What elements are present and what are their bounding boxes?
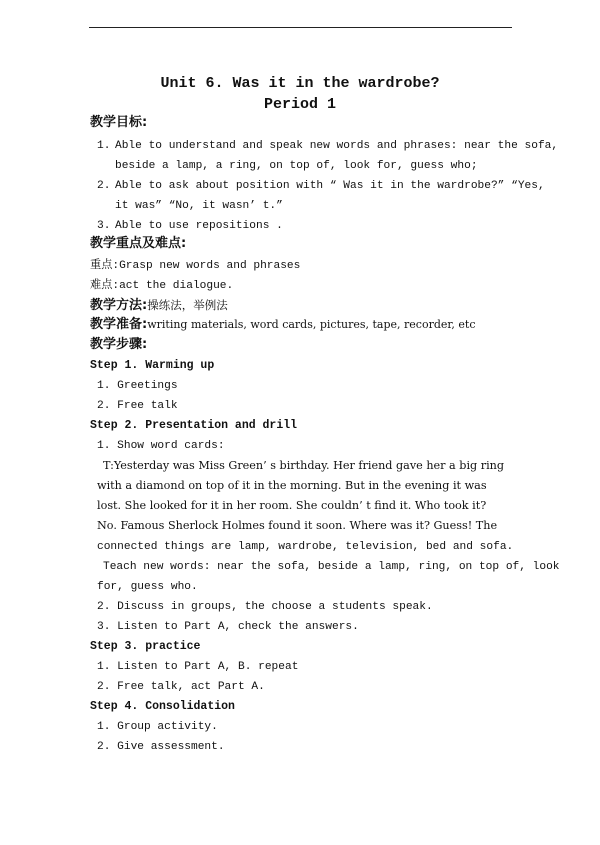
step-3-item-2: 2. Free talk, act Part A. [97, 681, 265, 693]
procedure-heading: 教学步骤: [90, 337, 148, 352]
story-line-5: connected things are lamp, wardrobe, television, bed and sofa. [97, 541, 514, 553]
objective-1-line-2: beside a lamp, a ring, on top of, look for, guess who; [115, 160, 478, 172]
objective-2-line-1: Able to ask about position with “ Was it in the wardrobe?” “Yes, [115, 180, 545, 192]
story-line-3 [97, 499, 510, 513]
teach-line-2: for, guess who. [97, 581, 198, 593]
document-title: Unit 6. Was it in the wardrobe? [160, 75, 440, 92]
step-1-item-2: 2. Free talk [97, 400, 178, 412]
header-rule [89, 27, 512, 28]
story-line-2 [97, 479, 510, 493]
story-line-4-text: No. Famous Sherlock Holmes found it soon. Where was it? Guess! The [97, 519, 498, 532]
preparation-row [90, 318, 476, 332]
objective-3-number: 3. [97, 220, 111, 232]
objectives-heading: 教学目标: [90, 115, 148, 130]
story-line-4 [97, 519, 510, 533]
step-1-item-1: 1. Greetings [97, 380, 178, 392]
methods-text: 操练法，举例法 [147, 298, 228, 312]
step-2-item-2: 2. Discuss in groups, the choose a students speak. [97, 601, 433, 613]
step-3-title: Step 3. practice [90, 640, 201, 653]
difficult-point-row [90, 279, 233, 293]
teach-line-1: Teach new words: near the sofa, beside a lamp, ring, on top of, look [103, 561, 560, 573]
preparation-text: writing materials, word cards, pictures, tape, recorder, etc [147, 318, 476, 331]
objective-1-number: 1. [97, 140, 111, 152]
key-point-label: 重点: [90, 260, 120, 272]
objective-2-number: 2. [97, 180, 111, 192]
step-2-title: Step 2. Presentation and drill [90, 419, 298, 432]
key-point-text: Grasp new words and phrases [119, 260, 301, 272]
difficult-point-text: act the dialogue. [119, 280, 234, 292]
preparation-heading: 教学准备: [90, 317, 148, 332]
objective-3-line-1: Able to use repositions . [115, 220, 283, 232]
key-point-row [90, 259, 300, 273]
step-1-title: Step 1. Warming up [90, 359, 215, 372]
step-4-title: Step 4. Consolidation [90, 700, 235, 713]
key-points-heading: 教学重点及难点: [90, 236, 187, 251]
step-2-item-3: 3. Listen to Part A, check the answers. [97, 621, 359, 633]
step-4-item-2: 2. Give assessment. [97, 741, 225, 753]
story-line-2-text: with a diamond on top of it in the morning. But in the evening it was [97, 479, 487, 492]
difficult-point-label: 难点: [90, 280, 120, 292]
step-4-item-1: 1. Group activity. [97, 721, 218, 733]
story-line-3-text: lost. She looked for it in her room. She couldn’ t find it. Who took it? [97, 499, 487, 512]
document-subtitle: Period 1 [263, 96, 336, 113]
story-line-1 [103, 459, 510, 473]
methods-heading: 教学方法: [90, 298, 148, 313]
step-3-item-1: 1. Listen to Part A, B. repeat [97, 661, 299, 673]
objective-1-line-1-text: Able to understand and speak new words and phrases: near the sofa, [115, 140, 559, 152]
objective-1-line-1 [115, 139, 559, 153]
methods-row [90, 298, 228, 313]
step-2-item-1: 1. Show word cards: [97, 440, 225, 452]
objective-2-line-2: it was” “No, it wasn’ t.” [115, 200, 283, 212]
story-line-1-text: T:Yesterday was Miss Green’ s birthday. Her friend gave her a big ring [103, 459, 505, 472]
